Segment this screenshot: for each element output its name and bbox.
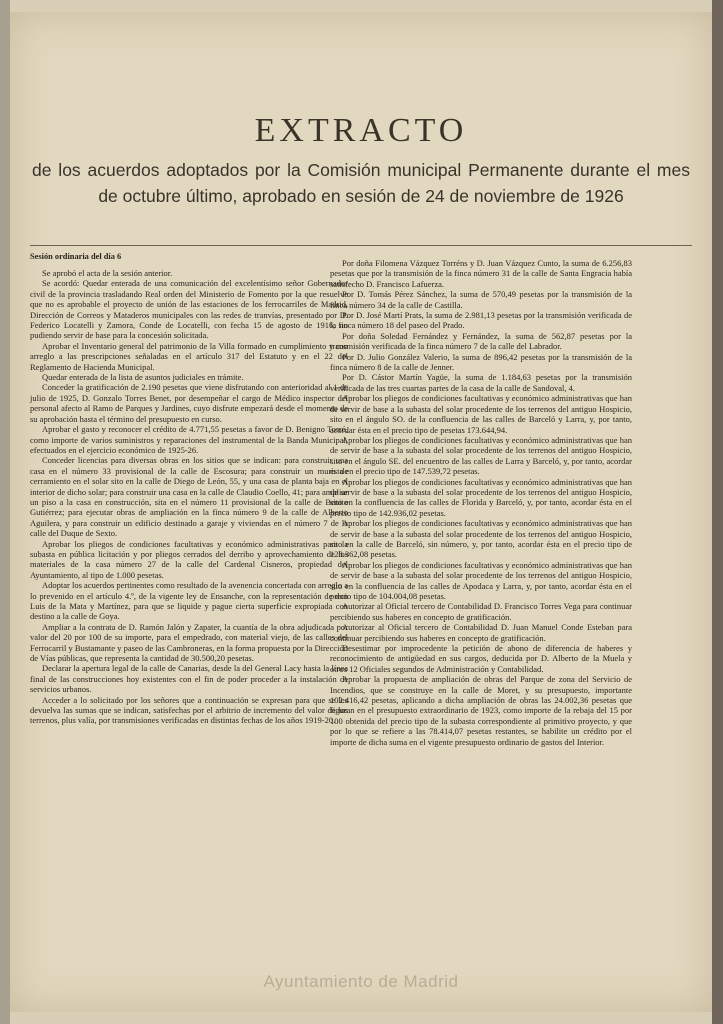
paragraph: Aprobar los pliegos de condiciones facultativas y económico administrativas que han de servir de base a la subasta del solar procedente de los terrenos del antiguo Hospicio, sito en el ángulo SE. del encuentro de las calles de Larra y Barceló, y, por tanto, acordar ésta en el precio tipo de 147.539,72 pesetas. — [330, 434, 632, 477]
scan-right-edge — [712, 0, 723, 1024]
paragraph: Conceder la gratificación de 2.190 pesetas que viene disfrutando con anterioridad al 1 de julio de 1925, D. Gonzalo Torres Benet, por desempeñar el cargo de Médico inspector del personal afecto al Ramo de Parques y Jardines, cuyo disfrute empezará desde el momento de su aprobación hasta el término del presupuesto en curso. — [30, 382, 348, 424]
paragraph: Aprobar el Inventario general del patrimonio de la Villa formado en cumplimiento y con arreglo a las prescripciones señaladas en el artículo 317 del Estatuto y en el 22 del Reglamento de Hacienda Municipal. — [30, 340, 348, 372]
paragraph: Aprobar los pliegos de condiciones facultativas y económico administrativas para la subasta en pública licitación y por pliegos cerrados del derribo y aprovechamiento de los materiales de la casa número 27 de la calle del Cardenal Cisneros, propiedad del Ayuntamiento, al tipo de 1.000 pesetas. — [30, 538, 348, 580]
paragraph: Quedar enterada de la lista de asuntos judiciales en trámite. — [42, 372, 244, 383]
paragraph: Conceder licencias para diversas obras en los sitios que se indican: para construir una casa en el número 33 provisional de la calle de Escosura; para construir un muro de cerramiento en el solar sito en la calle de Diego de León, 55, y una casa de planta baja en el interior de dicho solar; para construir una casa en la calle de Claudio Coello, 41; para ampliar un piso a la casa en construcción, sita en el número 11 provisional de la calle de Benito Gutiérrez; para ejecutar obras de ampliación en la finca número 9 de la calle de Alberto Aguilera, y para construir un edificio destinado a garaje y viviendas en el número 7 de la calle del Duque de Sexto. — [30, 455, 348, 539]
paragraph: Por doña Soledad Fernández y Fernández, la suma de 562,87 pesetas por la transmisión verificada de la finca número 7 de la calle del Labrador. — [330, 330, 632, 352]
paragraph: Aprobar los pliegos de condiciones facultativas y económico administrativas que han de servir de base a la subasta del solar procedente de los terrenos del antiguo Hospicio, sito en la calle de Barceló, sin número, y, por tanto, acordar ésta en el precio tipo de 128.362,08 pesetas. — [330, 518, 632, 560]
paragraph: Por D. Julio González Valerio, la suma de 896,42 pesetas por la transmisión de la finca número 8 de la calle de Jenner. — [330, 351, 632, 373]
paragraph: Aprobar los pliegos de condiciones facultativas y económico administrativas que han de servir de base a la subasta del solar procedente de los terrenos del antiguo Hospicio, sito en la confluencia de las calles de Apodaca y Larra, y, por tanto, acordar ésta en el precio tipo de 104.004,08 pesetas. — [330, 559, 632, 601]
page-title: EXTRACTO — [254, 112, 468, 149]
paragraph: Ampliar a la contrata de D. Ramón Jalón y Zapater, la cuantía de la obra adjudicada por valor del 20 por 100 de su importe, para el empedrado, con material viejo, de las calles del Ferrocarril y Bustamante y paseo de las Cambroneras, en la forma propuesta por la Dirección de Vías públicas, que representa la cantidad de 30.500,20 pesetas. — [30, 621, 348, 664]
scan-left-edge — [0, 0, 10, 1024]
paragraph: Se acordó: Quedar enterada de una comunicación del excelentísimo señor Gobernador civil de la provincia trasladando Real orden del Ministerio de Fomento por la que resuelve que no es aprobable el proyecto de unión de las estaciones de los ferrocarriles de Madrid, Dirección de Correos y Mataderos municipales con las redes de tranvías, presentado por D. Federico Locatelli y Zamora, Conde de Locatelli, con fecha 15 de agosto de 1916, no pudiendo servir de base para la concesión solicitada. — [30, 278, 348, 341]
paragraph: Por D. Tomás Pérez Sánchez, la suma de 570,49 pesetas por la transmisión de la finca número 34 de la calle de Castilla. — [330, 289, 632, 310]
paragraph: Aprobar la propuesta de ampliación de obras del Parque de zona del Servicio de Incendios, que se construye en la calle de Moret, y su presupuesto, importante 102.416,42 pesetas, aplicando a dicha ampliación de obras las 24.002,36 pesetas que figuran en el presupuesto extraordinario de 1923, como importe de la rebaja del 15 por 100 obtenida del precio tipo de la subasta correspondiente al primitivo proyecto, y que por lo que se refiere a las 78.414,07 pesetas restantes, se habilite un crédito por el importe de dicha suma en el vigente presupuesto ordinario de gastos del Interior. — [330, 674, 632, 747]
left-column — [30, 268, 348, 726]
paragraph: Autorizar al Oficial tercero de Contabilidad D. Francisco Torres Vega para continuar percibiendo sus haberes en concepto de gratificación. — [330, 601, 632, 622]
document-page — [10, 12, 712, 1012]
paragraph: Aprobar los pliegos de condiciones facultativas y económico administrativas que han de servir de base a la subasta del solar procedente de los terrenos del antiguo Hospicio, sito en el ángulo SO. de la confluencia de las calles de Barceló y Larra, y, por tanto, acordar ésta en el precio tipo de pesetas 173.644,94. — [330, 393, 632, 435]
paragraph: Por D. José Martí Prats, la suma de 2.981,13 pesetas por la transmisión verificada de la finca número 18 del paseo del Prado. — [330, 310, 632, 331]
paragraph: Aprobar el gasto y reconocer el crédito de 4.771,55 pesetas a favor de D. Benigno Torró, como importe de varios suministros y reparaciones del instrumental de la Banda Municipal, efectuados en el ejercicio económico de 1925-26. — [30, 424, 348, 455]
page-subtitle: de los acuerdos adoptados por la Comisión municipal Permanente durante el mes de octubre último, aprobado en sesión de 24 de noviembre de 1926 — [32, 160, 690, 206]
paragraph: Autorizar al Oficial tercero de Contabilidad D. Juan Manuel Conde Esteban para continuar percibiendo sus haberes en concepto de gratificación. — [330, 622, 632, 643]
paragraph: Por D. Cástor Martín Yagüe, la suma de 1.184,63 pesetas por la transmisión verificada de las tres cuartas partes de la casa de la calle de Sandoval, 4. — [330, 372, 632, 393]
paragraph: Declarar la apertura legal de la calle de Canarias, desde la del General Lacy hasta la línea final de las construcciones hoy existentes con el fin de poder proceder a la instalación de servicios urbanos. — [30, 663, 348, 695]
header-divider — [30, 245, 692, 246]
paragraph: Se aprobó el acta de la sesión anterior. — [42, 268, 173, 278]
right-column — [330, 258, 632, 747]
watermark: Ayuntamiento de Madrid — [263, 972, 459, 991]
paragraph: Adoptar los acuerdos pertinentes como resultado de la avenencia concertada con arreglo a lo prevenido en el artículo 4.º, de la vigente ley de Ensanche, con la representación de don Luis de la Mata y Martínez, para que se liquide y pague cierta superficie expropiada con destino a la calle de Goya. — [30, 580, 348, 622]
paragraph: Acceder a lo solicitado por los señores que a continuación se expresan para que se les devuelva las sumas que se indican, satisfechas por el arbitrio de incremento del valor de los terrenos, plus valía, por transmisiones verificadas en distintas fechas de los años 1919-20. — [30, 694, 348, 726]
section-heading: Sesión ordinaria del día 6 — [30, 252, 122, 261]
paragraph: Aprobar los pliegos de condiciones facultativas y económico administrativas que han de servir de base a la subasta del solar procedente de los terrenos del antiguo Hospicio, sito en la confluencia de las calles de Florida y Barceló, y, por tanto, acordar ésta en el precio tipo de 142.936,02 pesetas. — [330, 476, 632, 518]
paragraph: Por doña Filomena Vázquez Torréns y D. Juan Vázquez Cunto, la suma de 6.256,83 pesetas que por la transmisión de la finca número 31 de la calle de Santa Engracia había satisfecho D. Francisco Lafuerza. — [330, 258, 632, 289]
paragraph: Desestimar por improcedente la petición de abono de diferencia de haberes y reconocimiento de antigüedad en sus cargos, deducida por D. Alberto de la Muela y otros 12 Oficiales segundos de Administración y Contabilidad. — [330, 643, 632, 674]
